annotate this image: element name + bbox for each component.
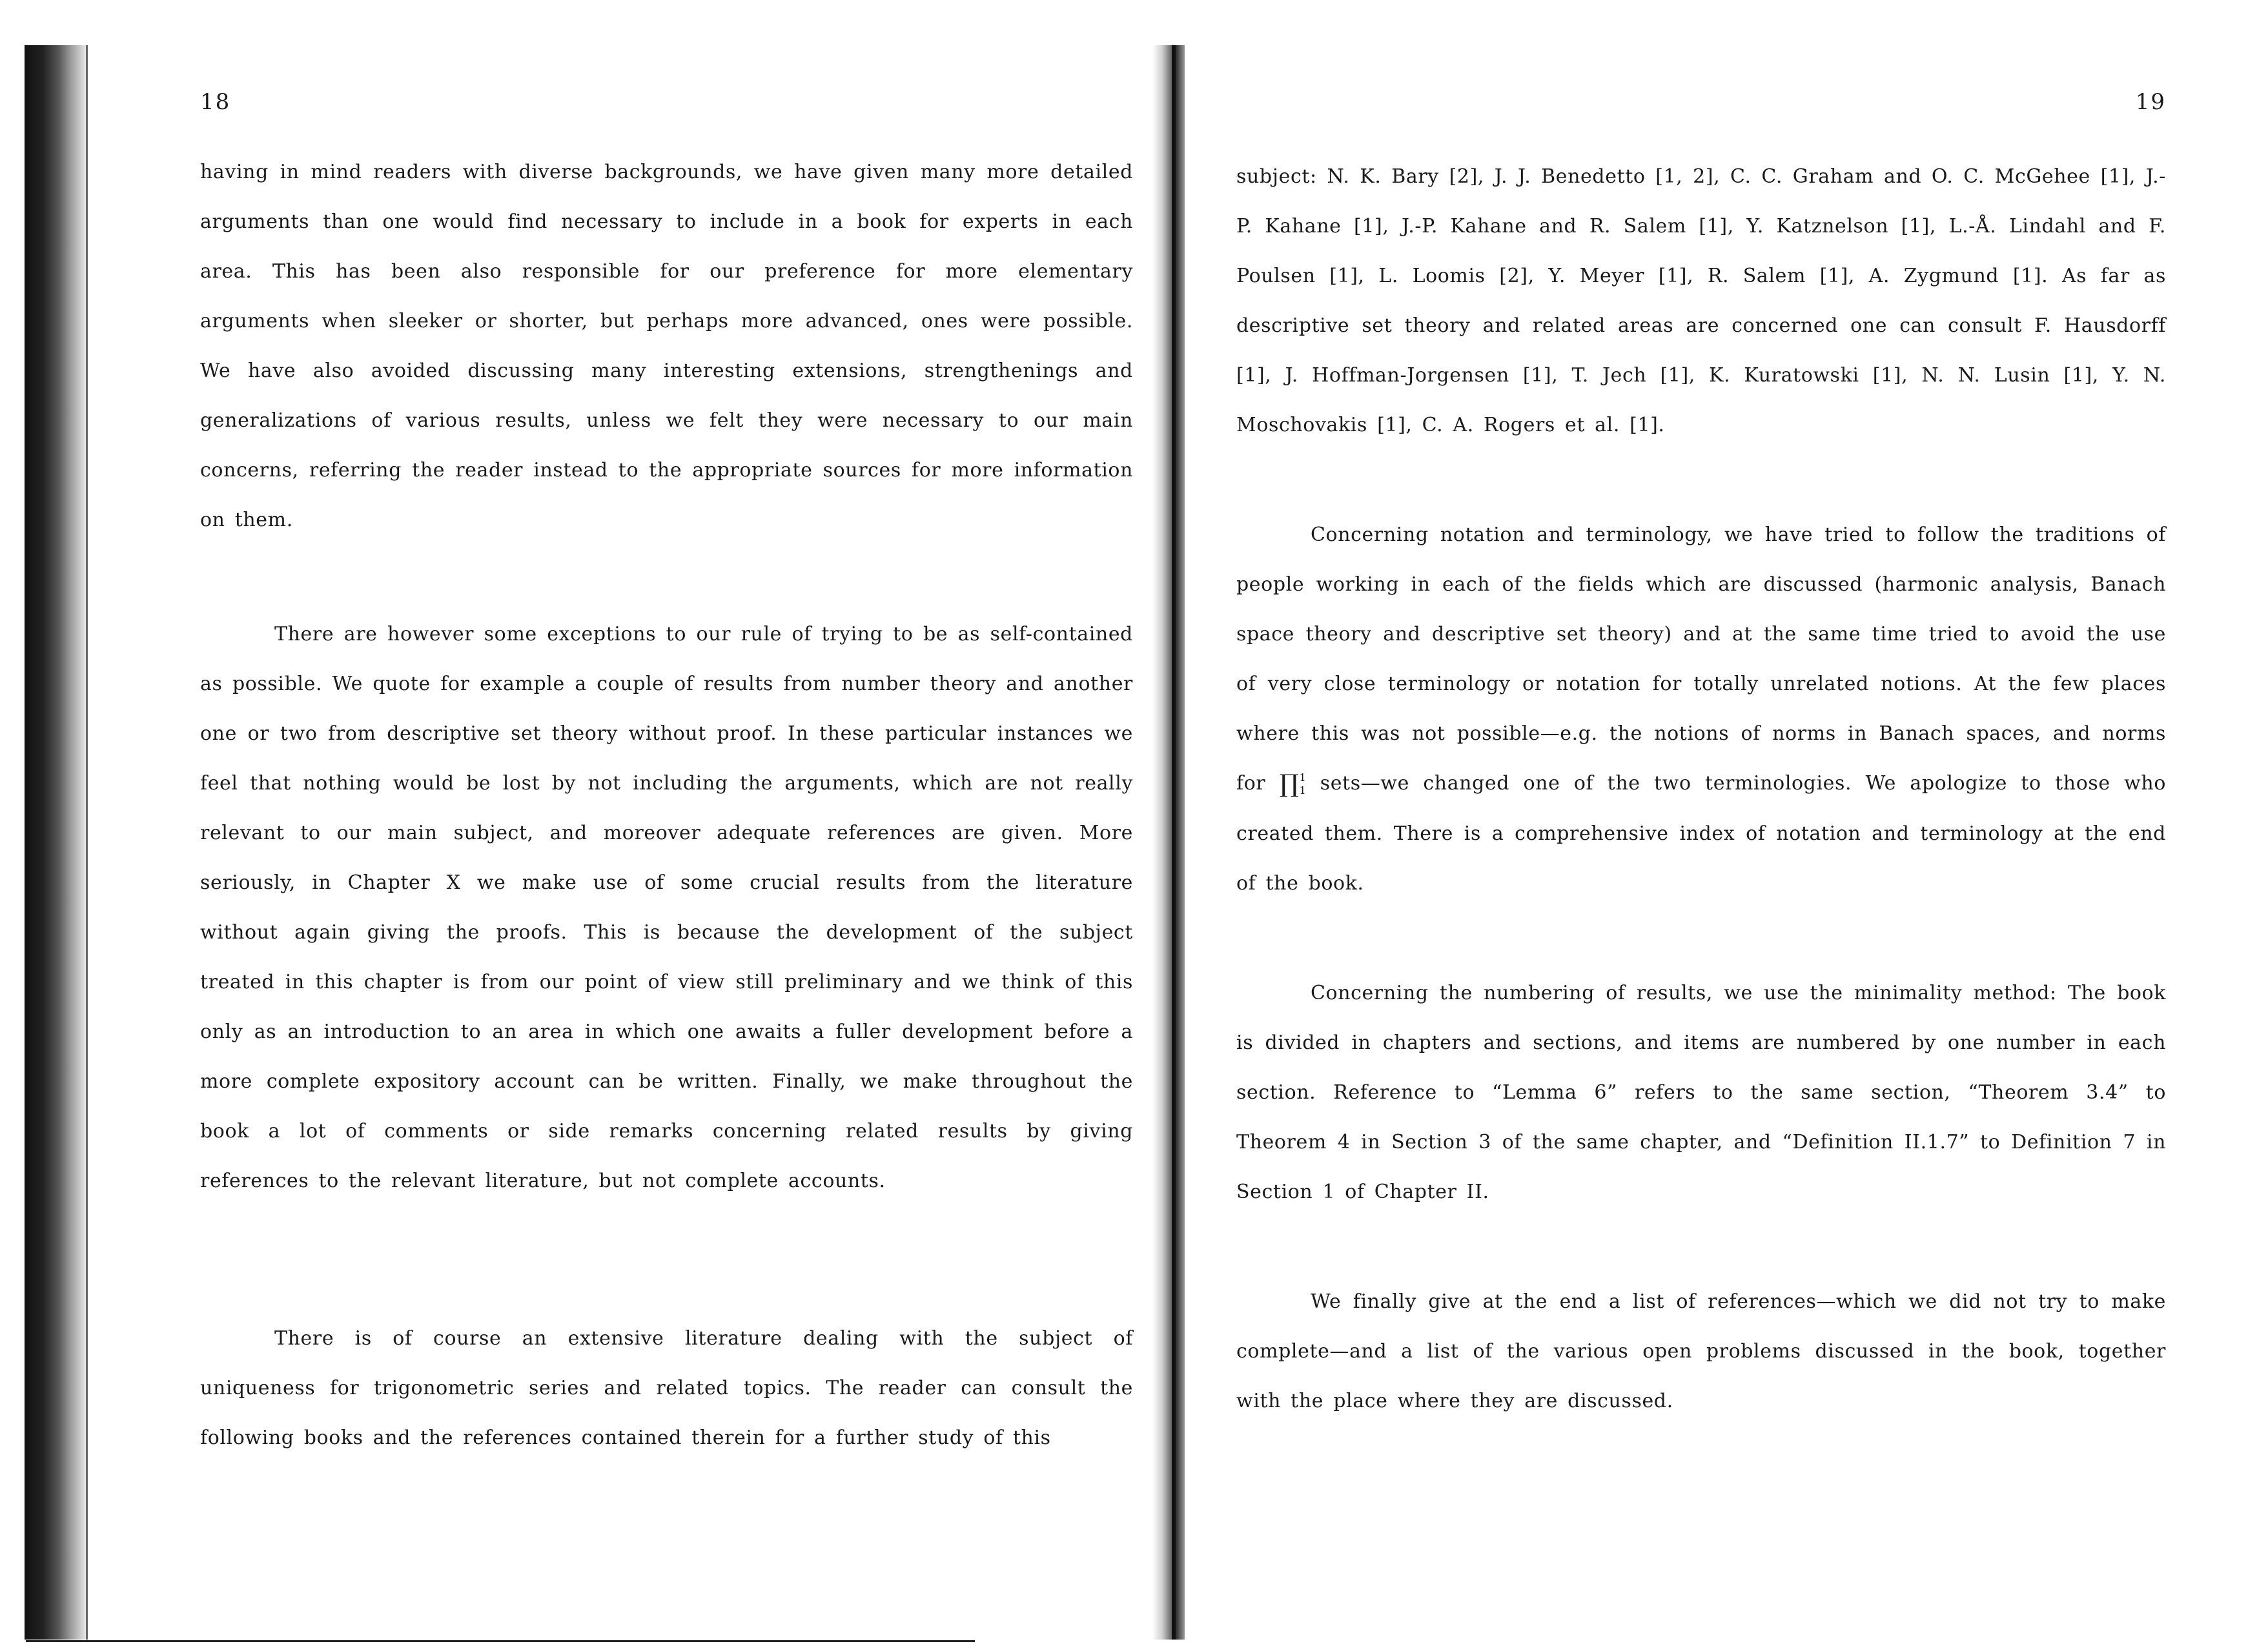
scan-left-edge-line xyxy=(86,45,88,1640)
left-paragraph-1: having in mind readers with diverse backgrounds, we have given many more detailed arguments than one would find necessary to include in a book for experts in each area. This has been also responsible for our preference for more elementary arguments when sleeker or shorter, but perhaps more advanced, ones were possible. We have also avoided discussing many interesting extensions, strengthenings and generalizations of various results, unless we felt they were necessary to our main concerns, referring the reader instead to the appropriate sources for more information on them. xyxy=(200,161,1133,531)
pi-index-stack xyxy=(1300,771,1307,797)
scan-gutter-shadow xyxy=(1152,45,1185,1640)
left-paragraph-2: There are however some exceptions to our rule of trying to be as self-contained as possible. We quote for example a couple of results from number theory and another one or two from descriptive set theory without proof. In these particular instances we feel that nothing would be lost by not including the arguments, which are not really relevant to our main subject, and moreover adequate references are given. More seriously, in Chapter X we make use of some crucial results from the literature without again giving the proofs. This is because the development of the subject treated in this chapter is from our point of view still preliminary and we think of this only as an introduction to an area in which one awaits a fuller development before a more complete expository account can be written. Finally, we make throughout the book a lot of comments or side remarks concerning related results by giving references to the relevant literature, but not complete accounts. xyxy=(200,623,1133,1192)
right-page xyxy=(1236,0,2166,1646)
right-paragraph-references: We finally give at the end a list of references—which we did not try to make complete—and a list of the various open problems discussed in the book, together with the place where they are discussed. xyxy=(1236,1290,2166,1412)
pi-subscript: 1 xyxy=(1299,784,1307,797)
notation-text-before: Concerning notation and terminology, we have tried to follow the traditions of people working in each of the fields which are discussed (harmonic analysis, Banach space theory and descriptive set theory) and at the same time tried to avoid the use of very close terminology or notation for totally unrelated notions. At the few places where this was not possible—e.g. the notions of norms in Banach spaces, and norms for xyxy=(1236,523,2166,795)
scan-gutter-line xyxy=(1172,45,1176,1640)
notation-text-after: sets—we changed one of the two terminologies. We apologize to those who created them. There is a comprehensive index of notation and terminology at the end of the book. xyxy=(1236,772,2166,895)
page-number-right: 19 xyxy=(2135,89,2166,115)
pi-one-one-symbol: ∏ xyxy=(1279,769,1300,798)
left-paragraph-3: There is of course an extensive literature dealing with the subject of uniqueness for trigonometric series and related topics. The reader can consult the following books and the references contained therein for a further study of this xyxy=(200,1327,1133,1449)
left-page xyxy=(200,0,1133,1646)
scan-left-edge-shadow xyxy=(25,45,86,1640)
right-paragraph-notation xyxy=(1236,510,2166,908)
right-paragraph-1: subject: N. K. Bary [2], J. J. Benedetto [1, 2], C. C. Graham and O. C. McGehee [1], J.-P. Kahane [1], J.-P. Kahane and R. Salem [1], Y. Katznelson [1], L.-Å. Lindahl and F. Poulsen [1], L. Loomis [2], Y. Meyer [1], R. Salem [1], A. Zygmund [1]. As far as descriptive set theory and related areas are concerned one can consult F. Hausdorff [1], J. Hoffman-Jorgensen [1], T. Jech [1], K. Kuratowski [1], N. N. Lusin [1], Y. N. Moschovakis [1], C. A. Rogers et al. [1]. xyxy=(1236,165,2166,436)
pi-superscript: 1 xyxy=(1299,771,1307,784)
page-number-left: 18 xyxy=(200,89,231,115)
right-paragraph-numbering: Concerning the numbering of results, we use the minimality method: The book is divided in chapters and sections, and items are numbered by one number in each section. Reference to “Lemma 6” refers to the same section, “Theorem 3.4” to Theorem 4 in Section 3 of the same chapter, and “Definition II.1.7” to Definition 7 in Section 1 of Chapter II. xyxy=(1236,982,2166,1203)
